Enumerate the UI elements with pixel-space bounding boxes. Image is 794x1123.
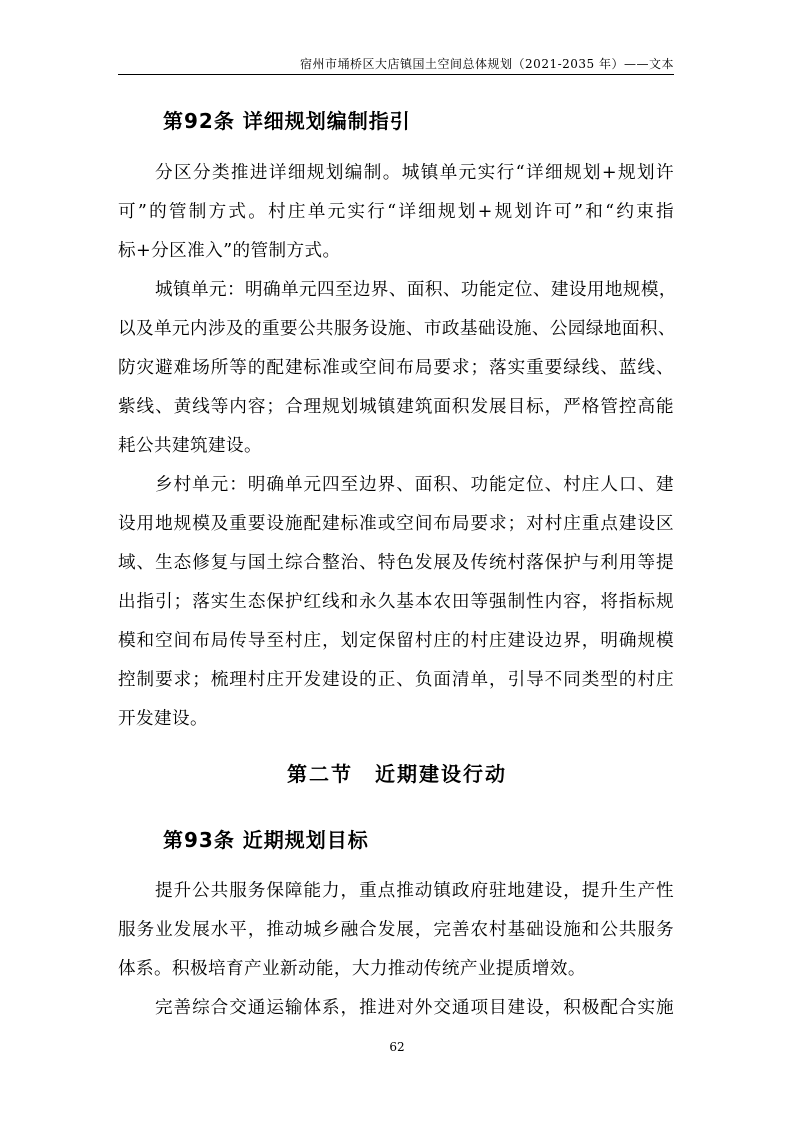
paragraph-line: 城镇单元：明确单元四至边界、面积、功能定位、建设用地规模， bbox=[155, 280, 677, 300]
paragraph-line: 体系。积极培育产业新动能，大力推动传统产业提质增效。 bbox=[118, 959, 586, 979]
paragraph-line: 出指引；落实生态保护红线和永久基本农田等强制性内容，将指标规 bbox=[118, 592, 674, 612]
paragraph-line: 分区分类推进详细规划编制。城镇单元实行“详细规划+规划许 bbox=[155, 163, 674, 183]
paragraph-line: 以及单元内涉及的重要公共服务设施、市政基础设施、公园绿地面积、 bbox=[118, 319, 676, 339]
paragraph-line: 开发建设。 bbox=[118, 709, 208, 729]
page-number: 62 bbox=[389, 1040, 405, 1054]
paragraph-line: 紫线、黄线等内容；合理规划城镇建筑面积发展目标，严格管控高能 bbox=[118, 397, 674, 417]
paragraph-line: 设用地规模及重要设施配建标准或空间布局要求；对村庄重点建设区 bbox=[118, 514, 674, 534]
paragraph-line: 防灾避难场所等的配建标准或空间布局要求；落实重要绿线、蓝线、 bbox=[118, 358, 674, 378]
section-heading: 第二节 近期建设行动 bbox=[287, 762, 507, 786]
paragraph-line: 提升公共服务保障能力，重点推动镇政府驻地建设，提升生产性 bbox=[155, 881, 674, 901]
header-rule bbox=[118, 74, 674, 75]
paragraph-line: 控制要求；梳理村庄开发建设的正、负面清单，引导不同类型的村庄 bbox=[118, 670, 674, 690]
paragraph-line: 域、生态修复与国土综合整治、特色发展及传统村落保护与利用等提 bbox=[118, 553, 674, 573]
paragraph-line: 模和空间布局传导至村庄，划定保留村庄的村庄建设边界，明确规模 bbox=[118, 631, 674, 651]
paragraph-line: 可”的管制方式。村庄单元实行“详细规划+规划许可”和“约束指 bbox=[118, 202, 674, 222]
paragraph-line: 乡村单元：明确单元四至边界、面积、功能定位、村庄人口、建 bbox=[155, 475, 674, 495]
paragraph-line: 服务业发展水平，推动城乡融合发展，完善农村基础设施和公共服务 bbox=[118, 920, 674, 940]
article-92-heading: 第92条 详细规划编制指引 bbox=[163, 109, 411, 133]
article-93-heading: 第93条 近期规划目标 bbox=[163, 828, 369, 852]
paragraph-line: 耗公共建筑建设。 bbox=[118, 436, 262, 456]
paragraph-line: 完善综合交通运输体系，推进对外交通项目建设，积极配合实施 bbox=[155, 998, 674, 1018]
header-title: 宿州市埇桥区大店镇国土空间总体规划（2021-2035 年）——文本 bbox=[300, 57, 674, 71]
paragraph-line: 标+分区准入”的管制方式。 bbox=[118, 241, 341, 261]
